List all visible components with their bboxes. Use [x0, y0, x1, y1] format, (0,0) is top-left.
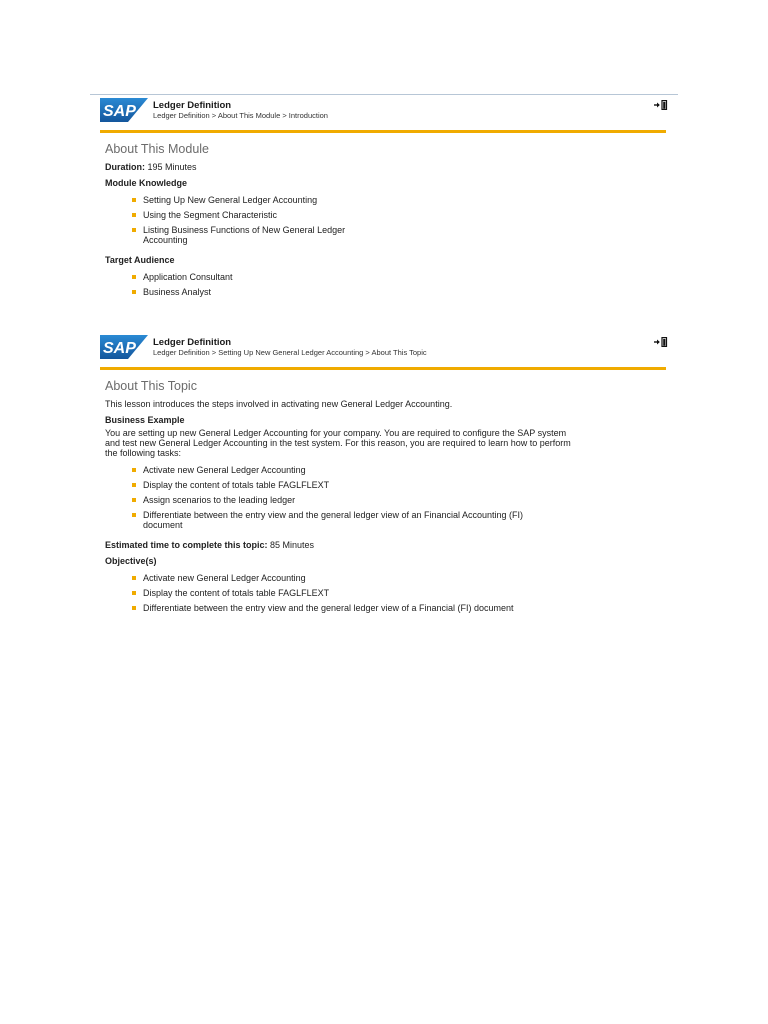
duration-line	[105, 162, 666, 173]
objectives-heading: Objective(s)	[105, 556, 157, 566]
svg-text:SAP: SAP	[103, 340, 136, 357]
list-item: Using the Segment Characteristic	[132, 210, 666, 220]
header-title: Ledger Definition	[153, 100, 232, 111]
exit-icon[interactable]	[654, 100, 668, 110]
duration-label: Duration:	[105, 162, 145, 172]
topic-header	[100, 335, 666, 365]
page-title: About This Module	[105, 142, 209, 156]
list-item: Listing Business Functions of New General Ledger Accounting	[132, 225, 373, 245]
list-item: Differentiate between the entry view and the general ledger view of a Financial (FI) document	[132, 603, 666, 613]
time-line	[105, 540, 666, 551]
list-item: Activate new General Ledger Accounting	[132, 573, 666, 583]
top-divider	[90, 94, 678, 95]
list-item: Display the content of totals table FAGLFLEXT	[132, 480, 666, 490]
knowledge-heading: Module Knowledge	[105, 178, 187, 188]
module-header	[100, 98, 666, 128]
time-value: 85 Minutes	[267, 540, 315, 550]
breadcrumb[interactable]: Ledger Definition > About This Module > Introduction	[153, 111, 328, 120]
page-title: About This Topic	[105, 379, 197, 393]
module-section	[100, 98, 666, 302]
breadcrumb[interactable]: Ledger Definition > Setting Up New General Ledger Accounting > About This Topic	[153, 348, 427, 357]
topic-section	[100, 335, 666, 618]
bullet-icon	[132, 468, 136, 472]
sap-logo	[100, 98, 148, 122]
time-label: Estimated time to complete this topic:	[105, 540, 268, 550]
gold-divider	[100, 130, 666, 133]
bullet-icon	[132, 606, 136, 610]
audience-list	[132, 272, 666, 297]
bullet-icon	[132, 591, 136, 595]
list-item: Setting Up New General Ledger Accounting	[132, 195, 666, 205]
list-item: Business Analyst	[132, 287, 666, 297]
audience-heading: Target Audience	[105, 255, 175, 265]
list-item: Assign scenarios to the leading ledger	[132, 495, 666, 505]
example-heading: Business Example	[105, 415, 185, 425]
bullet-icon	[132, 513, 136, 517]
bullet-icon	[132, 275, 136, 279]
objectives-list	[132, 573, 666, 613]
duration-value: 195 Minutes	[145, 162, 197, 172]
header-title: Ledger Definition	[153, 337, 232, 348]
list-item: Differentiate between the entry view and the general ledger view of an Financial Accounting (FI) document	[132, 510, 553, 530]
bullet-icon	[132, 483, 136, 487]
bullet-icon	[132, 498, 136, 502]
bullet-icon	[132, 198, 136, 202]
bullet-icon	[132, 576, 136, 580]
bullet-icon	[132, 290, 136, 294]
gold-divider	[100, 367, 666, 370]
list-item: Display the content of totals table FAGLFLEXT	[132, 588, 666, 598]
tasks-list	[132, 465, 666, 530]
knowledge-list	[132, 195, 666, 245]
exit-icon[interactable]	[654, 337, 668, 347]
bullet-icon	[132, 228, 136, 232]
svg-text:SAP: SAP	[103, 103, 136, 120]
intro-text: This lesson introduces the steps involved in activating new General Ledger Accounting.	[105, 399, 453, 409]
bullet-icon	[132, 213, 136, 217]
sap-logo	[100, 335, 148, 359]
list-item: Activate new General Ledger Accounting	[132, 465, 666, 475]
example-text: You are setting up new General Ledger Accounting for your company. You are required to configure the SAP system and test new General Ledger Accounting in the test system. For this reason, you are required to learn how to perform the following tasks:	[105, 428, 571, 458]
list-item: Application Consultant	[132, 272, 666, 282]
